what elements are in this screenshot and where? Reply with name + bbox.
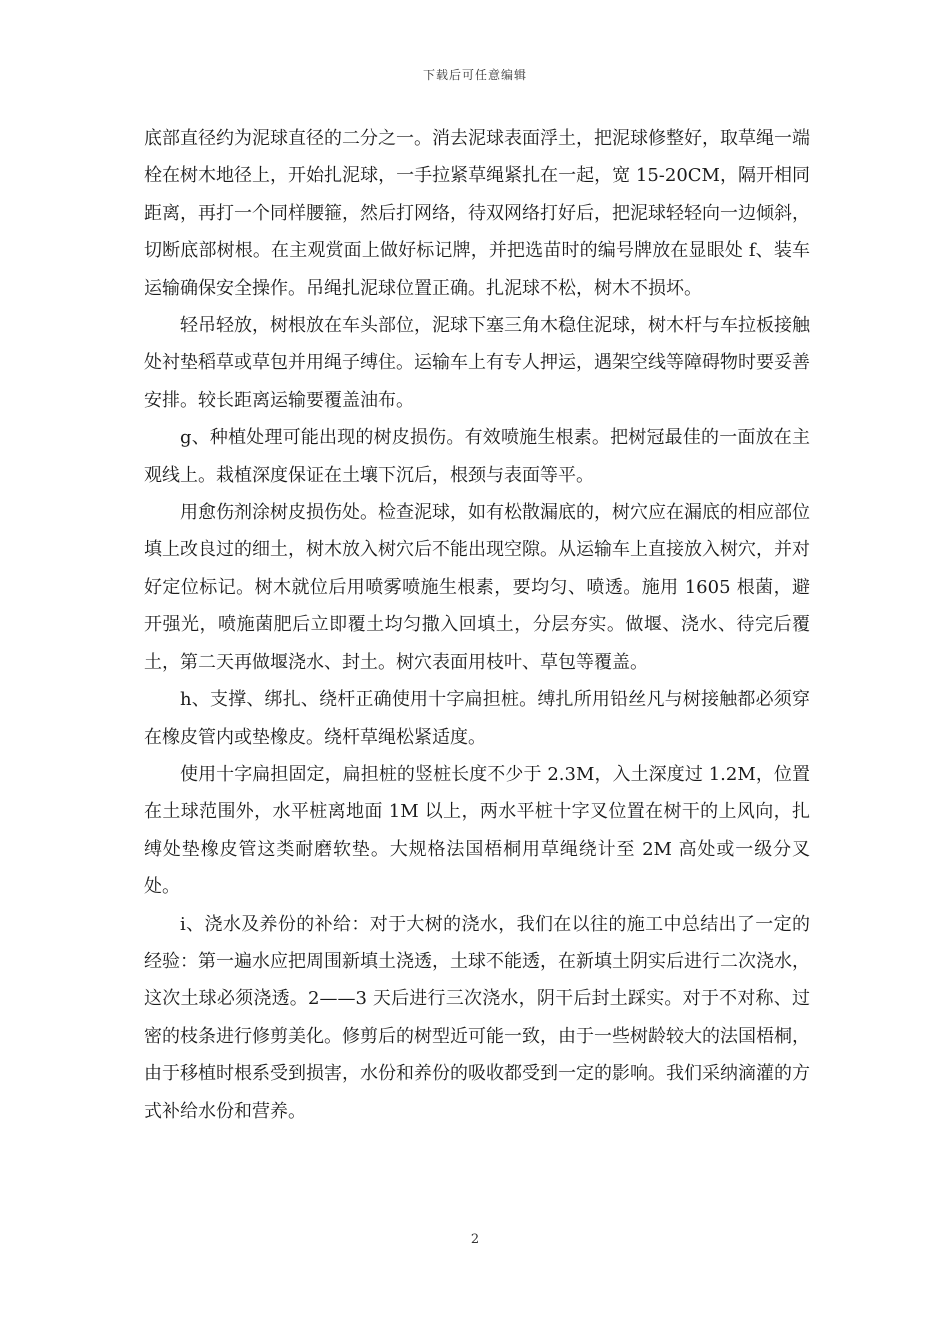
page-number: 2	[470, 1232, 480, 1247]
paragraph-6: 使用十字扁担固定，扁担桩的竖桩长度不少于 2.3M，入土深度过 1.2M，位置在土球范围外，水平桩离地面 1M 以上，两水平桩十字叉位置在树干的上风向，扎缚处垫橡皮管这类耐磨软垫。大规格法国梧桐用草绳绕计至 2M 高处或一级分叉处。	[144, 763, 810, 898]
paragraph-5: h、支撑、绑扎、绕杆正确使用十字扁担桩。缚扎所用铅丝凡与树接触都必须穿在橡皮管内或垫橡皮。绕杆草绳松紧适度。	[144, 689, 810, 748]
paragraph-3: g、种植处理可能出现的树皮损伤。有效喷施生根素。把树冠最佳的一面放在主观线上。栽植深度保证在土壤下沉后，根颈与表面等平。	[144, 427, 810, 486]
paragraph-2: 轻吊轻放，树根放在车头部位，泥球下塞三角木稳住泥球，树木杆与车拉板接触处衬垫稻草或草包并用绳子缚住。运输车上有专人押运，遇架空线等障碍物时要妥善安排。较长距离运输要覆盖油布。	[144, 315, 810, 411]
paragraph-7: i、浇水及养份的补给：对于大树的浇水，我们在以往的施工中总结出了一定的经验：第一遍水应把周围新填土浇透，土球不能透，在新填土阴实后进行二次浇水，这次土球必须浇透。2——3 天后进行三次浇水，阴干后封土踩实。对于不对称、过密的枝条进行修剪美化。修剪后的树型近可能一致，由于一些树龄较大的法国梧桐，由于移植时根系受到损害，水份和养份的吸收都受到一定的影响。我们采纳滴灌的方式补给水份和营养。	[144, 913, 810, 1122]
paragraph-1: 底部直径约为泥球直径的二分之一。消去泥球表面浮土，把泥球修整好，取草绳一端栓在树木地径上，开始扎泥球，一手拉紧草绳紧扎在一起，宽 15-20CM，隔开相同距离，再打一个同样腰箍，然后打网络，待双网络打好后，把泥球轻轻向一边倾斜，切断底部树根。在主观赏面上做好标记牌，并把选苗时的编号牌放在显眼处 f、装车运输确保安全操作。吊绳扎泥球位置正确。扎泥球不松，树木不损坏。	[144, 128, 810, 299]
paragraph-4: 用愈伤剂涂树皮损伤处。检查泥球，如有松散漏底的，树穴应在漏底的相应部位填上改良过的细土，树木放入树穴后不能出现空隙。从运输车上直接放入树穴，并对好定位标记。树木就位后用喷雾喷施生根素，要均匀、喷透。施用 1605 根菌，避开强光，喷施菌肥后立即覆土均匀撒入回填土，分层夯实。做堰、浇水、待完后覆土，第二天再做堰浇水、封土。树穴表面用枝叶、草包等覆盖。	[144, 502, 810, 673]
page-header: 下载后可任意编辑	[422, 68, 527, 82]
document-body	[144, 120, 810, 1130]
